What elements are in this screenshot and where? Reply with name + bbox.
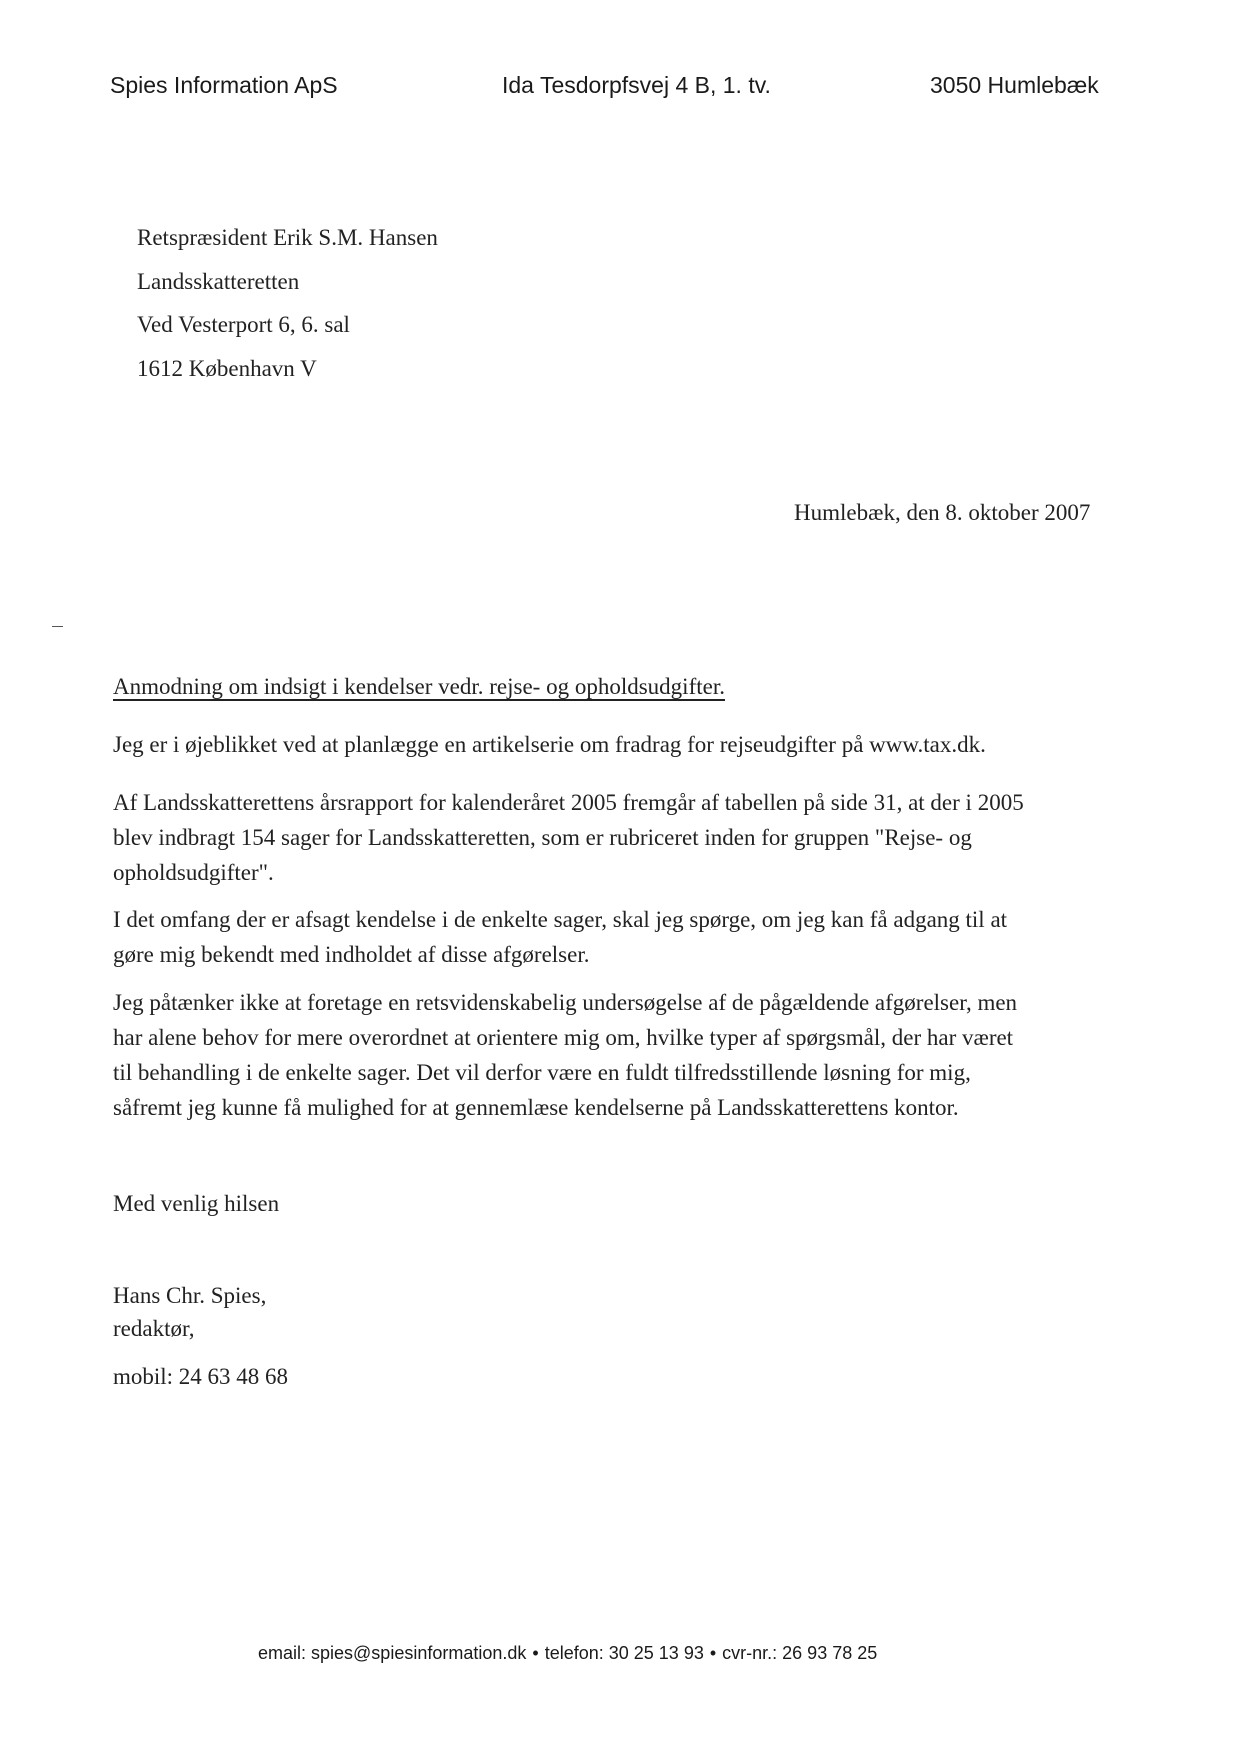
letterhead-city: 3050 Humlebæk <box>930 72 1099 98</box>
footer-separator: • <box>709 1643 717 1663</box>
signature-name: Hans Chr. Spies, <box>113 1283 267 1308</box>
paragraph-line: blev indbragt 154 sager for Landsskatteretten, som er rubriceret inden for gruppen "Rejse- og <box>113 825 972 850</box>
recipient-name: Retspræsident Erik S.M. Hansen <box>137 225 438 250</box>
recipient-postal-city: 1612 København V <box>137 355 317 381</box>
letter-date: Humlebæk, den 8. oktober 2007 <box>794 500 1091 525</box>
paragraph-line: til behandling i de enkelte sager. Det vil derfor være en fuldt tilfredsstillende løsning for mig, <box>113 1060 971 1085</box>
paragraph-line: opholdsudgifter". <box>113 860 274 885</box>
footer-cvr: cvr-nr.: 26 93 78 25 <box>722 1643 878 1663</box>
paragraph-line: Jeg er i øjeblikket ved at planlægge en artikelserie om fradrag for rejseudgifter på www.tax.dk. <box>113 732 986 757</box>
mobile-number: mobil: 24 63 48 68 <box>113 1364 289 1389</box>
letter-subject: Anmodning om indsigt i kendelser vedr. rejse- og opholdsudgifter. <box>113 674 725 699</box>
recipient-organization: Landsskatteretten <box>137 268 300 294</box>
footer-contact <box>258 1643 877 1664</box>
closing-greeting: Med venlig hilsen <box>113 1191 280 1216</box>
footer-separator: • <box>532 1643 539 1663</box>
paragraph-line: I det omfang der er afsagt kendelse i de enkelte sager, skal jeg spørge, om jeg kan få adgang til at <box>113 907 1008 932</box>
paragraph-line: Af Landsskatterettens årsrapport for kalenderåret 2005 fremgår af tabellen på side 31, at der i 2005 <box>113 790 1024 815</box>
signature-title: redaktør, <box>113 1316 195 1341</box>
paragraph-annual-report <box>113 785 1113 890</box>
paragraph-line: Jeg påtænker ikke at foretage en retsvidenskabelig undersøgelse af de pågældende afgørelser, men <box>113 990 1018 1015</box>
signature-block <box>113 1279 266 1345</box>
footer-email: email: spies@spiesinformation.dk <box>258 1643 527 1663</box>
paragraph-intro <box>113 727 1113 762</box>
paragraph-purpose <box>113 985 1113 1125</box>
paragraph-line: gøre mig bekendt med indholdet af disse afgørelser. <box>113 942 590 967</box>
paragraph-request <box>113 902 1113 972</box>
letterhead-address: Ida Tesdorpfsvej 4 B, 1. tv. <box>502 72 771 98</box>
footer-phone: telefon: 30 25 13 93 <box>544 1643 704 1663</box>
paragraph-line: såfremt jeg kunne få mulighed for at gennemlæse kendelserne på Landsskatterettens kontor. <box>113 1095 959 1120</box>
paragraph-line: har alene behov for mere overordnet at orientere mig om, hvilke typer af spørgsmål, der har været <box>113 1025 1014 1050</box>
fold-mark <box>52 626 63 627</box>
recipient-street: Ved Vesterport 6, 6. sal <box>137 312 350 337</box>
letterhead-company: Spies Information ApS <box>110 72 338 98</box>
recipient-address-block <box>137 216 438 390</box>
